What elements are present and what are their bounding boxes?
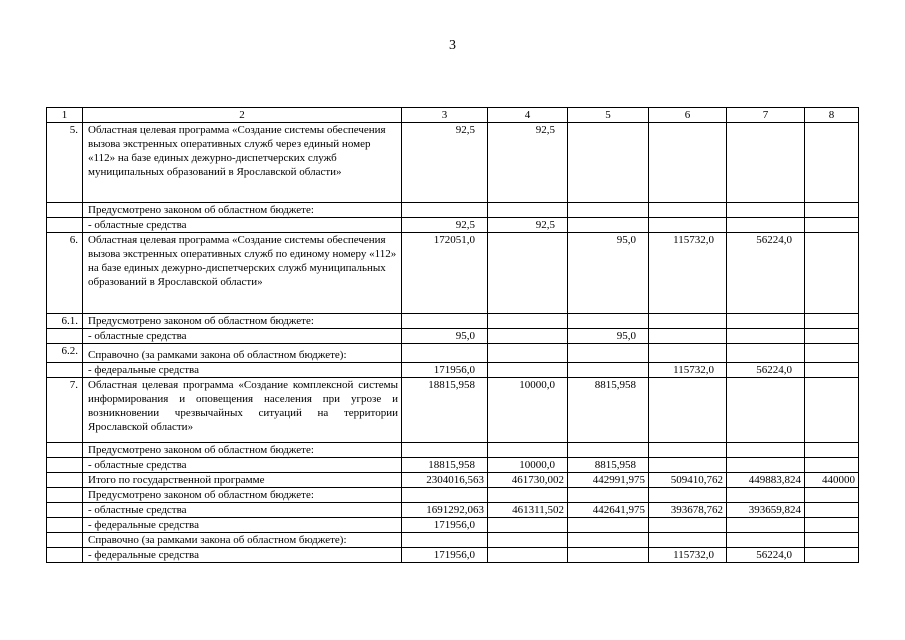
cell-col6 <box>649 218 727 233</box>
cell-col3: 95,0 <box>402 329 488 344</box>
cell-col7 <box>727 203 805 218</box>
row-name: Областная целевая программа «Создание комплексной системы информирования и оповещения населения при угрозе и возникновении чрезвычайных ситуаций на территории Ярославской области» <box>83 378 402 443</box>
table-row <box>47 344 859 363</box>
header-cell-7: 7 <box>727 108 805 123</box>
cell-col5: 95,0 <box>568 329 649 344</box>
row-number: 6.2. <box>47 344 83 363</box>
cell-col6 <box>649 203 727 218</box>
cell-col6 <box>649 329 727 344</box>
cell-col7 <box>727 314 805 329</box>
table-row <box>47 488 859 503</box>
header-cell-6: 6 <box>649 108 727 123</box>
cell-col7 <box>727 344 805 363</box>
cell-col8 <box>805 329 859 344</box>
cell-col3: 172051,0 <box>402 233 488 314</box>
row-number <box>47 548 83 563</box>
cell-col7: 56224,0 <box>727 548 805 563</box>
cell-col4: 92,5 <box>488 218 568 233</box>
cell-col6 <box>649 344 727 363</box>
cell-col3 <box>402 443 488 458</box>
cell-col5 <box>568 533 649 548</box>
row-name: Предусмотрено законом об областном бюджете: <box>83 203 402 218</box>
row-name: - федеральные средства <box>83 518 402 533</box>
cell-col7: 56224,0 <box>727 233 805 314</box>
cell-col4 <box>488 233 568 314</box>
cell-col5 <box>568 218 649 233</box>
cell-col4: 10000,0 <box>488 458 568 473</box>
cell-col4 <box>488 443 568 458</box>
cell-col8 <box>805 548 859 563</box>
row-name: - областные средства <box>83 329 402 344</box>
cell-col8: 440000 <box>805 473 859 488</box>
cell-col4 <box>488 344 568 363</box>
cell-col8 <box>805 458 859 473</box>
cell-col8 <box>805 443 859 458</box>
cell-col5 <box>568 123 649 203</box>
cell-col4 <box>488 363 568 378</box>
cell-col8 <box>805 218 859 233</box>
cell-col4 <box>488 329 568 344</box>
cell-col3 <box>402 533 488 548</box>
row-number <box>47 218 83 233</box>
cell-col3 <box>402 488 488 503</box>
cell-col5: 8815,958 <box>568 378 649 443</box>
header-cell-3: 3 <box>402 108 488 123</box>
cell-col5 <box>568 488 649 503</box>
cell-col8 <box>805 378 859 443</box>
cell-col5 <box>568 548 649 563</box>
cell-col8 <box>805 203 859 218</box>
row-number: 6.1. <box>47 314 83 329</box>
table-row <box>47 329 859 344</box>
table-row <box>47 533 859 548</box>
cell-col8 <box>805 314 859 329</box>
table-row <box>47 378 859 443</box>
row-name: - областные средства <box>83 218 402 233</box>
table-row <box>47 203 859 218</box>
table-row <box>47 123 859 203</box>
cell-col7 <box>727 488 805 503</box>
cell-col6 <box>649 518 727 533</box>
header-cell-5: 5 <box>568 108 649 123</box>
header-cell-8: 8 <box>805 108 859 123</box>
row-name: - областные средства <box>83 458 402 473</box>
row-number <box>47 488 83 503</box>
cell-col4 <box>488 314 568 329</box>
row-number <box>47 473 83 488</box>
table-row <box>47 233 859 314</box>
cell-col6 <box>649 443 727 458</box>
header-cell-2: 2 <box>83 108 402 123</box>
row-name: - федеральные средства <box>83 548 402 563</box>
cell-col5 <box>568 314 649 329</box>
cell-col5: 8815,958 <box>568 458 649 473</box>
cell-col8 <box>805 533 859 548</box>
cell-col8 <box>805 488 859 503</box>
row-name: - федеральные средства <box>83 363 402 378</box>
cell-col4 <box>488 533 568 548</box>
row-name: Областная целевая программа «Создание системы обеспечения вызова экстренных оперативных служб через единый номер «112» на базе единых дежурно-диспетчерских служб муниципальных образований в Ярославской области» <box>83 123 402 203</box>
cell-col5 <box>568 203 649 218</box>
row-number <box>47 203 83 218</box>
cell-col5 <box>568 443 649 458</box>
table-row <box>47 518 859 533</box>
cell-col8 <box>805 363 859 378</box>
row-number: 5. <box>47 123 83 203</box>
cell-col7 <box>727 518 805 533</box>
cell-col5: 95,0 <box>568 233 649 314</box>
cell-col3: 1691292,063 <box>402 503 488 518</box>
row-name: Предусмотрено законом об областном бюджете: <box>83 488 402 503</box>
table-row <box>47 218 859 233</box>
cell-col7 <box>727 533 805 548</box>
header-cell-4: 4 <box>488 108 568 123</box>
cell-col3: 92,5 <box>402 123 488 203</box>
cell-col3: 2304016,563 <box>402 473 488 488</box>
cell-col4: 10000,0 <box>488 378 568 443</box>
table-header-row <box>47 108 859 123</box>
cell-col3 <box>402 344 488 363</box>
row-name: Областная целевая программа «Создание системы обеспечения вызова экстренных оперативных служб по единому номеру «112» на базе единых дежурно-диспетчерских служб муниципальных образований в Ярославской области» <box>83 233 402 314</box>
cell-col3 <box>402 203 488 218</box>
cell-col6 <box>649 123 727 203</box>
cell-col3: 18815,958 <box>402 378 488 443</box>
cell-col6: 393678,762 <box>649 503 727 518</box>
cell-col8 <box>805 123 859 203</box>
cell-col4 <box>488 548 568 563</box>
table-row <box>47 443 859 458</box>
cell-col5 <box>568 344 649 363</box>
table-row <box>47 363 859 378</box>
cell-col3: 18815,958 <box>402 458 488 473</box>
row-number <box>47 363 83 378</box>
cell-col4 <box>488 488 568 503</box>
row-name: - областные средства <box>83 503 402 518</box>
row-number: 6. <box>47 233 83 314</box>
cell-col4 <box>488 518 568 533</box>
table-row <box>47 503 859 518</box>
cell-col6 <box>649 378 727 443</box>
cell-col6: 115732,0 <box>649 233 727 314</box>
cell-col6: 509410,762 <box>649 473 727 488</box>
row-number <box>47 458 83 473</box>
cell-col3: 171956,0 <box>402 363 488 378</box>
cell-col5: 442991,975 <box>568 473 649 488</box>
cell-col5: 442641,975 <box>568 503 649 518</box>
row-number <box>47 329 83 344</box>
table-row <box>47 458 859 473</box>
cell-col7: 393659,824 <box>727 503 805 518</box>
row-number <box>47 518 83 533</box>
cell-col7 <box>727 378 805 443</box>
cell-col6 <box>649 458 727 473</box>
cell-col3: 171956,0 <box>402 518 488 533</box>
row-name: Предусмотрено законом об областном бюджете: <box>83 443 402 458</box>
cell-col3: 171956,0 <box>402 548 488 563</box>
row-name: Справочно (за рамками закона об областном бюджете): <box>83 344 402 363</box>
cell-col4: 461730,002 <box>488 473 568 488</box>
cell-col5 <box>568 518 649 533</box>
cell-col4 <box>488 203 568 218</box>
header-cell-1: 1 <box>47 108 83 123</box>
cell-col6 <box>649 533 727 548</box>
cell-col7 <box>727 443 805 458</box>
cell-col7 <box>727 123 805 203</box>
cell-col6: 115732,0 <box>649 548 727 563</box>
cell-col7: 56224,0 <box>727 363 805 378</box>
cell-col7 <box>727 329 805 344</box>
page-number: 3 <box>449 38 456 53</box>
cell-col4: 92,5 <box>488 123 568 203</box>
row-number <box>47 503 83 518</box>
table-row <box>47 548 859 563</box>
row-name: Справочно (за рамками закона об областном бюджете): <box>83 533 402 548</box>
row-name: Итого по государственной программе <box>83 473 402 488</box>
cell-col8 <box>805 344 859 363</box>
row-number <box>47 443 83 458</box>
table-row-total <box>47 473 859 488</box>
cell-col6 <box>649 488 727 503</box>
cell-col6 <box>649 314 727 329</box>
program-funding-table <box>46 107 859 563</box>
cell-col6: 115732,0 <box>649 363 727 378</box>
cell-col5 <box>568 363 649 378</box>
row-number <box>47 533 83 548</box>
row-number: 7. <box>47 378 83 443</box>
cell-col7 <box>727 458 805 473</box>
cell-col8 <box>805 503 859 518</box>
cell-col7: 449883,824 <box>727 473 805 488</box>
cell-col4: 461311,502 <box>488 503 568 518</box>
cell-col3: 92,5 <box>402 218 488 233</box>
cell-col8 <box>805 518 859 533</box>
cell-col8 <box>805 233 859 314</box>
cell-col3 <box>402 314 488 329</box>
cell-col7 <box>727 218 805 233</box>
row-name: Предусмотрено законом об областном бюджете: <box>83 314 402 329</box>
table-row <box>47 314 859 329</box>
